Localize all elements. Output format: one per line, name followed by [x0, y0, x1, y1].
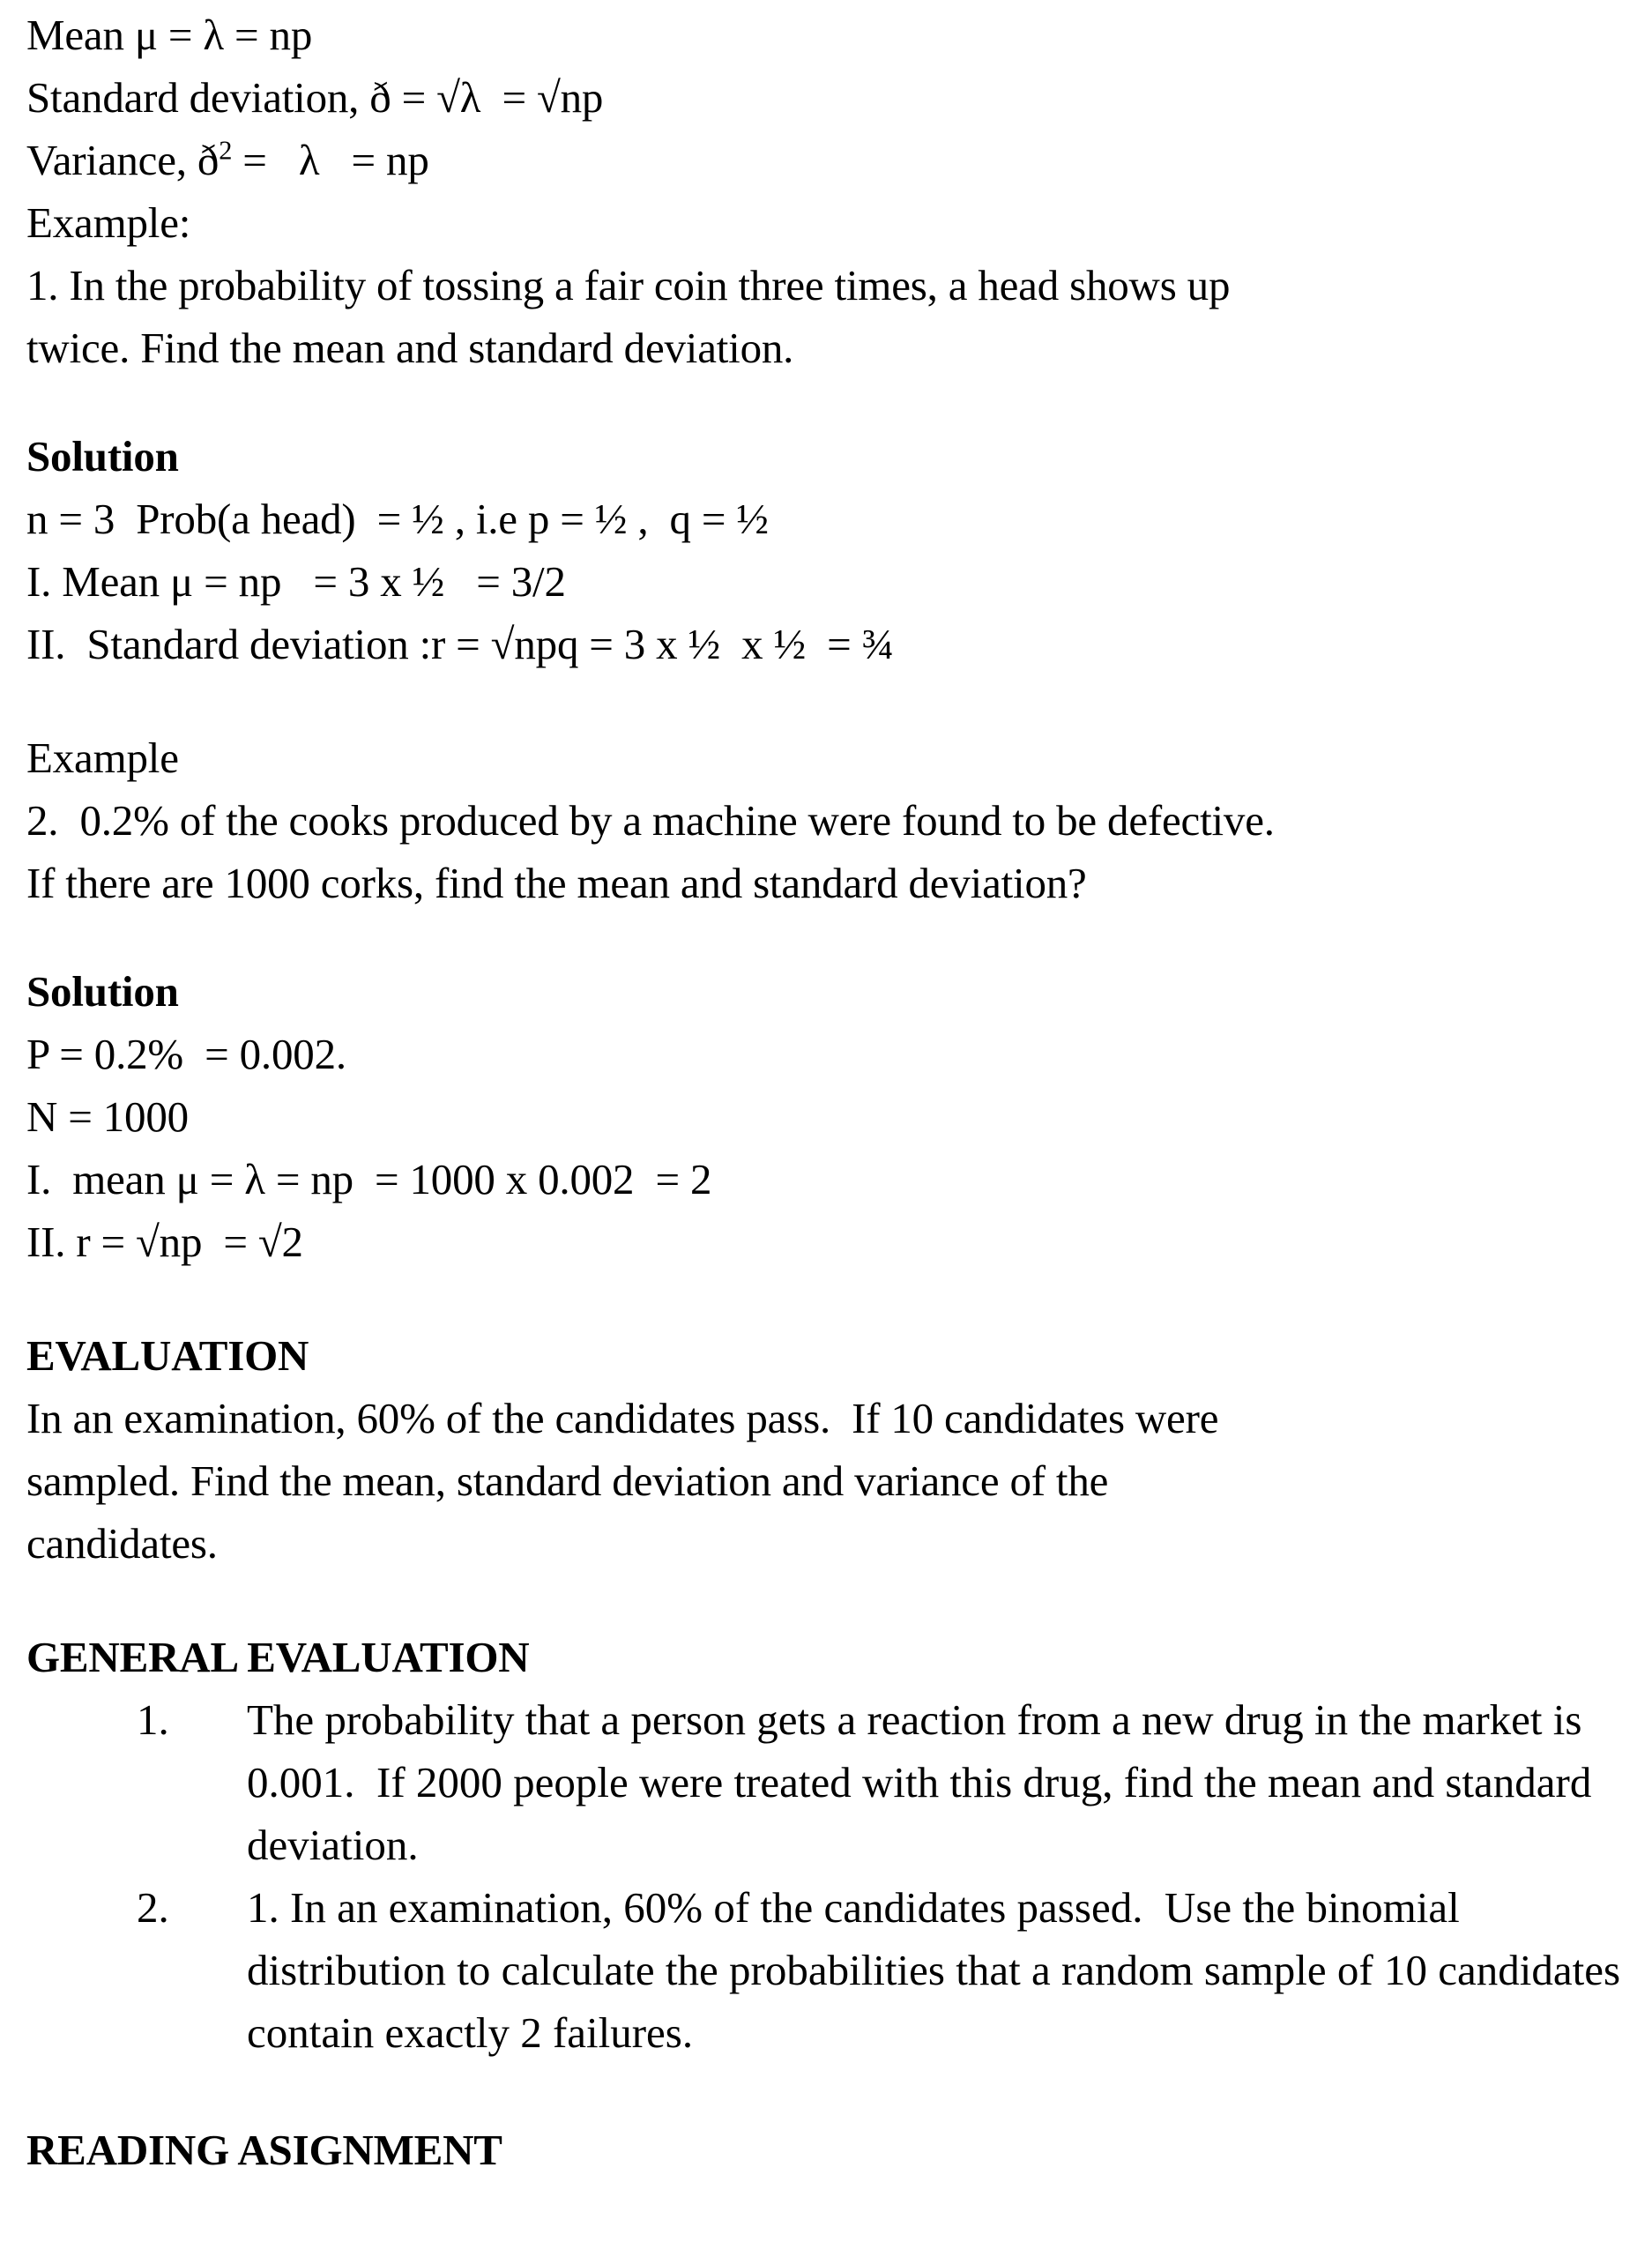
- spacer: [26, 675, 1640, 726]
- example1-solution: [26, 425, 1640, 675]
- formula-block: [26, 4, 1640, 254]
- formula-mean: Mean μ = λ = np: [26, 11, 313, 59]
- spacer: [26, 1273, 1640, 1324]
- evaluation-heading: EVALUATION: [26, 1331, 309, 1380]
- example2-solution-line1: P = 0.2% = 0.002.: [26, 1030, 346, 1078]
- document-body: [26, 4, 1640, 2181]
- evaluation-line3: candidates.: [26, 1519, 218, 1568]
- list-item-text: The probability that a person gets a reaction from a new drug in the market is 0.001. If 2000 people were treated with this drug, find the mean and standard deviation.: [247, 1695, 1603, 1869]
- example2-solution: [26, 960, 1640, 1273]
- list-item: [26, 1876, 1640, 2064]
- list-item-number: 2.: [137, 1883, 169, 1932]
- example1-question-line2: twice. Find the mean and standard deviation.: [26, 324, 794, 372]
- example2-question-line1: 2. 0.2% of the cooks produced by a machine were found to be defective.: [26, 796, 1275, 845]
- list-item: [26, 1688, 1640, 1876]
- reading-assignment-section: [26, 2119, 1640, 2181]
- evaluation-line2: sampled. Find the mean, standard deviation and variance of the: [26, 1456, 1109, 1505]
- formula-variance: [26, 129, 1640, 191]
- general-evaluation-section: [26, 1626, 1640, 2064]
- spacer: [26, 1575, 1640, 1626]
- example1-solution-heading: Solution: [26, 432, 179, 480]
- example1-solution-line1: n = 3 Prob(a head) = ½ , i.e p = ½ , q = ½: [26, 495, 769, 543]
- spacer: [26, 379, 1640, 425]
- evaluation-section: [26, 1324, 1640, 1575]
- example1-solution-line3: II. Standard deviation :r = √npq = 3 x ½ x ½ = ¾: [26, 620, 895, 668]
- example1-solution-line2: I. Mean μ = np = 3 x ½ = 3/2: [26, 557, 566, 606]
- example2-solution-line4: II. r = √np = √2: [26, 1218, 303, 1266]
- list-item-number: 1.: [137, 1695, 169, 1744]
- formula-standard-deviation: Standard deviation, ð = √λ = √np: [26, 73, 604, 122]
- general-evaluation-heading: GENERAL EVALUATION: [26, 1633, 530, 1681]
- general-evaluation-list: [26, 1688, 1640, 2064]
- example1-question-line1: 1. In the probability of tossing a fair coin three times, a head shows up: [26, 261, 1231, 309]
- example2-solution-heading: Solution: [26, 967, 179, 1016]
- reading-assignment-heading: READING ASIGNMENT: [26, 2126, 502, 2174]
- example2-heading: Example: [26, 734, 179, 782]
- formula-variance-superscript: 2: [219, 135, 233, 166]
- example2-question-line2: If there are 1000 corks, find the mean and standard deviation?: [26, 859, 1087, 907]
- formula-variance-label: Variance, ð: [26, 136, 220, 184]
- spacer: [26, 2064, 1640, 2119]
- example2-question: [26, 726, 1640, 914]
- example2-solution-line2: N = 1000: [26, 1092, 189, 1141]
- example2-solution-line3: I. mean μ = λ = np = 1000 x 0.002 = 2: [26, 1155, 712, 1203]
- spacer: [26, 914, 1640, 960]
- evaluation-line1: In an examination, 60% of the candidates pass. If 10 candidates were: [26, 1394, 1219, 1442]
- formula-variance-rest: = λ = np: [232, 136, 429, 184]
- example1-question: [26, 254, 1640, 379]
- list-item-text: 1. In an examination, 60% of the candidates passed. Use the binomial distribution to calculate the probabilities that a random sample of 10 candidates contain exactly 2 failures.: [247, 1883, 1632, 2057]
- example-heading-colon: Example:: [26, 198, 191, 247]
